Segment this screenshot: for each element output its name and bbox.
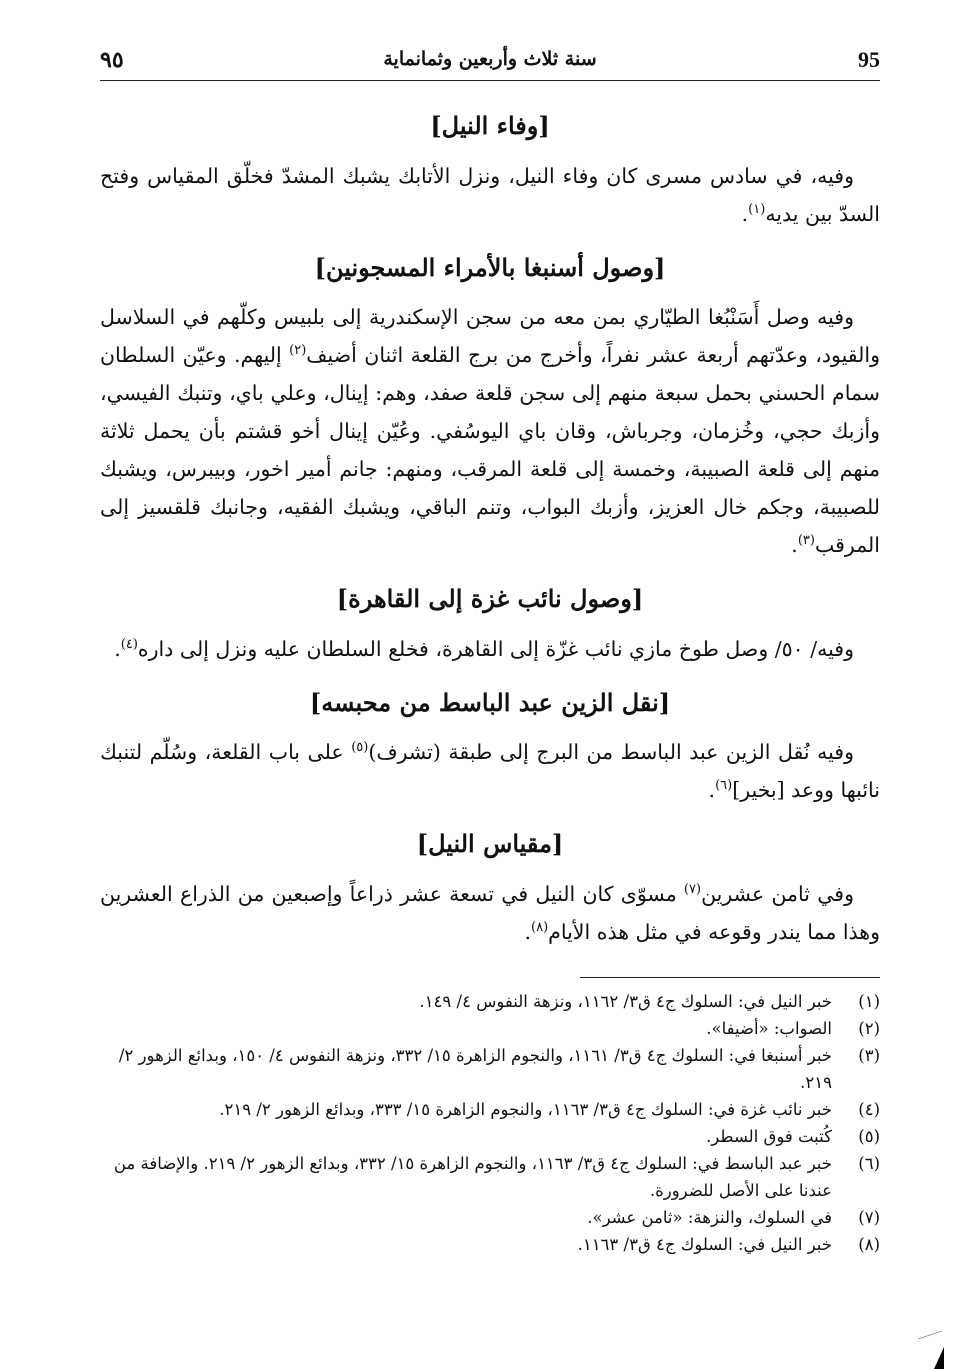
footnote-text: في السلوك، والنزهة: «ثامن عشر». <box>587 1207 832 1227</box>
footnote-ref[interactable]: (٢) <box>289 343 307 359</box>
paragraph-text: وفيه وصل أَسَنْبُغا الطيّاري بمن معه من سجن الإسكندرية إلى بلبيس وكلّهم في السلاسل والقيود، وعدّتهم أربعة عشر نفراً، وأخرج من برج القلعة اثنان أضيف <box>100 305 880 368</box>
paragraph-text: وفي ثامن عشرين <box>701 881 854 906</box>
paragraph <box>100 298 880 564</box>
page-number-arabic: ٩٥ <box>100 47 124 73</box>
footnote-number: (٧) <box>858 1207 880 1227</box>
footnote-text: كُتبت فوق السطر. <box>706 1126 832 1146</box>
paragraph-text: إليهم. وعيّن السلطان سمام الحسني بحمل سبعة منهم إلى سجن قلعة صفد، وهم: إينال، وعلي باي، وتنبك الفيسي، وأزبك حجي، وخُزمان، وجرباش، وقان باي اليوسُفي. وعُيّن إينال أخو قشتم بأن يحمل ثلاثة منهم إلى قلعة الصبيبة، وخمسة إلى قلعة المرقب، ومنهم: جانم أمير اخور، وبيبرس، ويشبك للصبيبة، وجكم خال العزيز، وأزبك البواب، وتنم الباقي، ويشبك الفقيه، وجانبك قلقسيز إلى المرقب <box>100 343 880 558</box>
paragraph <box>100 157 880 233</box>
paragraph-text: . <box>791 533 798 558</box>
paragraph-text: وفيه/ ٥٠/ وصل طوخ مازي نائب غزّة إلى القاهرة، فخلع السلطان عليه ونزل إلى داره <box>137 636 854 661</box>
footnote-text: خبر نائب غزة في: السلوك ج٤ ق٣/ ١١٦٣، والنجوم الزاهرة ١٥/ ٣٣٣، وبدائع الزهور ٢/ ٢١٩. <box>219 1099 832 1119</box>
footnote <box>100 1096 880 1123</box>
book-page <box>100 40 880 1258</box>
footnote <box>100 1042 880 1096</box>
footnote-number: (٥) <box>858 1126 880 1146</box>
paragraph-text: . <box>741 201 749 226</box>
paragraph-text: . <box>708 778 716 803</box>
section-title: [وفاء النيل] <box>430 111 550 140</box>
running-title: سنة ثلاث وأربعين وثمانماية <box>383 48 597 70</box>
paragraph <box>100 630 880 668</box>
section-title: [وصول أسنبغا بالأمراء المسجونين] <box>314 252 666 282</box>
footnote-ref[interactable]: (١) <box>748 201 766 217</box>
footnote <box>100 1204 880 1231</box>
page-corner-mark <box>916 1309 946 1369</box>
paragraph <box>100 875 880 951</box>
section-title: [نقل الزين عبد الباسط من محبسه] <box>309 687 671 717</box>
footnote-ref[interactable]: (٣) <box>797 533 815 549</box>
paragraph-text: وفيه، في سادس مسرى كان وفاء النيل، ونزل الأتابك يشبك المشدّ فخلّق المقياس وفتح السدّ بين يديه <box>100 163 880 226</box>
footnote-ref[interactable]: (٤) <box>120 636 138 652</box>
footnote-text: خبر النيل في: السلوك ج٤ ق٣/ ١١٦٣. <box>577 1234 832 1254</box>
footnote-number: (٤) <box>858 1099 880 1119</box>
footnote <box>100 1150 880 1204</box>
footnote-text: خبر أسنبغا في: السلوك ج٤ ق٣/ ١١٦١، والنجوم الزاهرة ١٥/ ٣٣٢، ونزهة النفوس ٤/ ١٥٠، وبدائع الزهور ٢/ ٢١٩. <box>118 1045 832 1092</box>
paragraph-text: . <box>524 919 532 944</box>
paragraph <box>100 733 880 809</box>
section-title: [مقياس النيل] <box>416 829 564 859</box>
main-text <box>100 109 880 951</box>
footnotes <box>100 988 880 1258</box>
footnote <box>100 988 880 1015</box>
footnote-ref[interactable]: (٧) <box>683 882 702 898</box>
footnote-number: (٨) <box>858 1234 880 1254</box>
footnote <box>100 1015 880 1042</box>
footnote <box>100 1123 880 1150</box>
footnote-number: (٢) <box>858 1018 880 1038</box>
section-title: [وصول نائب غزة إلى القاهرة] <box>336 584 644 614</box>
footnote-text: خبر النيل في: السلوك ج٤ ق٣/ ١١٦٢، ونزهة النفوس ٤/ ١٤٩. <box>419 991 832 1011</box>
paragraph-text: . <box>114 636 121 661</box>
footnote-ref[interactable]: (٨) <box>531 920 549 936</box>
footnote-number: (١) <box>858 991 880 1011</box>
footnote-text: الصواب: «أضيفا». <box>706 1018 832 1038</box>
footnote-ref[interactable]: (٥) <box>351 740 369 756</box>
paragraph-text: وفيه نُقل الزين عبد الباسط من البرج إلى طبقة (تشرف) <box>368 740 855 765</box>
paragraph-text: على باب القلعة، وسُلّم لتنبك نائبها ووعد [بخير] <box>100 740 880 803</box>
footnote <box>100 1231 880 1258</box>
footnote-ref[interactable]: (٦) <box>715 778 733 794</box>
paragraph-text: مسوّى كان النيل في تسعة عشر ذراعاً وإصبعين من الذراع العشرين وهذا مما يندر وقوعه في مثل هذه الأيام <box>100 881 880 944</box>
footnote-text: خبر عبد الباسط في: السلوك ج٤ ق٣/ ١١٦٣، والنجوم الزاهرة ١٥/ ٣٣٢، وبدائع الزهور ٢/ ٢١٩. والإضافة من عندنا على الأصل للضرورة. <box>113 1153 832 1200</box>
page-header <box>100 40 880 81</box>
footnote-divider <box>580 977 880 978</box>
page-number-latin: 95 <box>858 47 880 72</box>
footnote-number: (٣) <box>858 1045 880 1065</box>
footnote-number: (٦) <box>858 1153 880 1173</box>
